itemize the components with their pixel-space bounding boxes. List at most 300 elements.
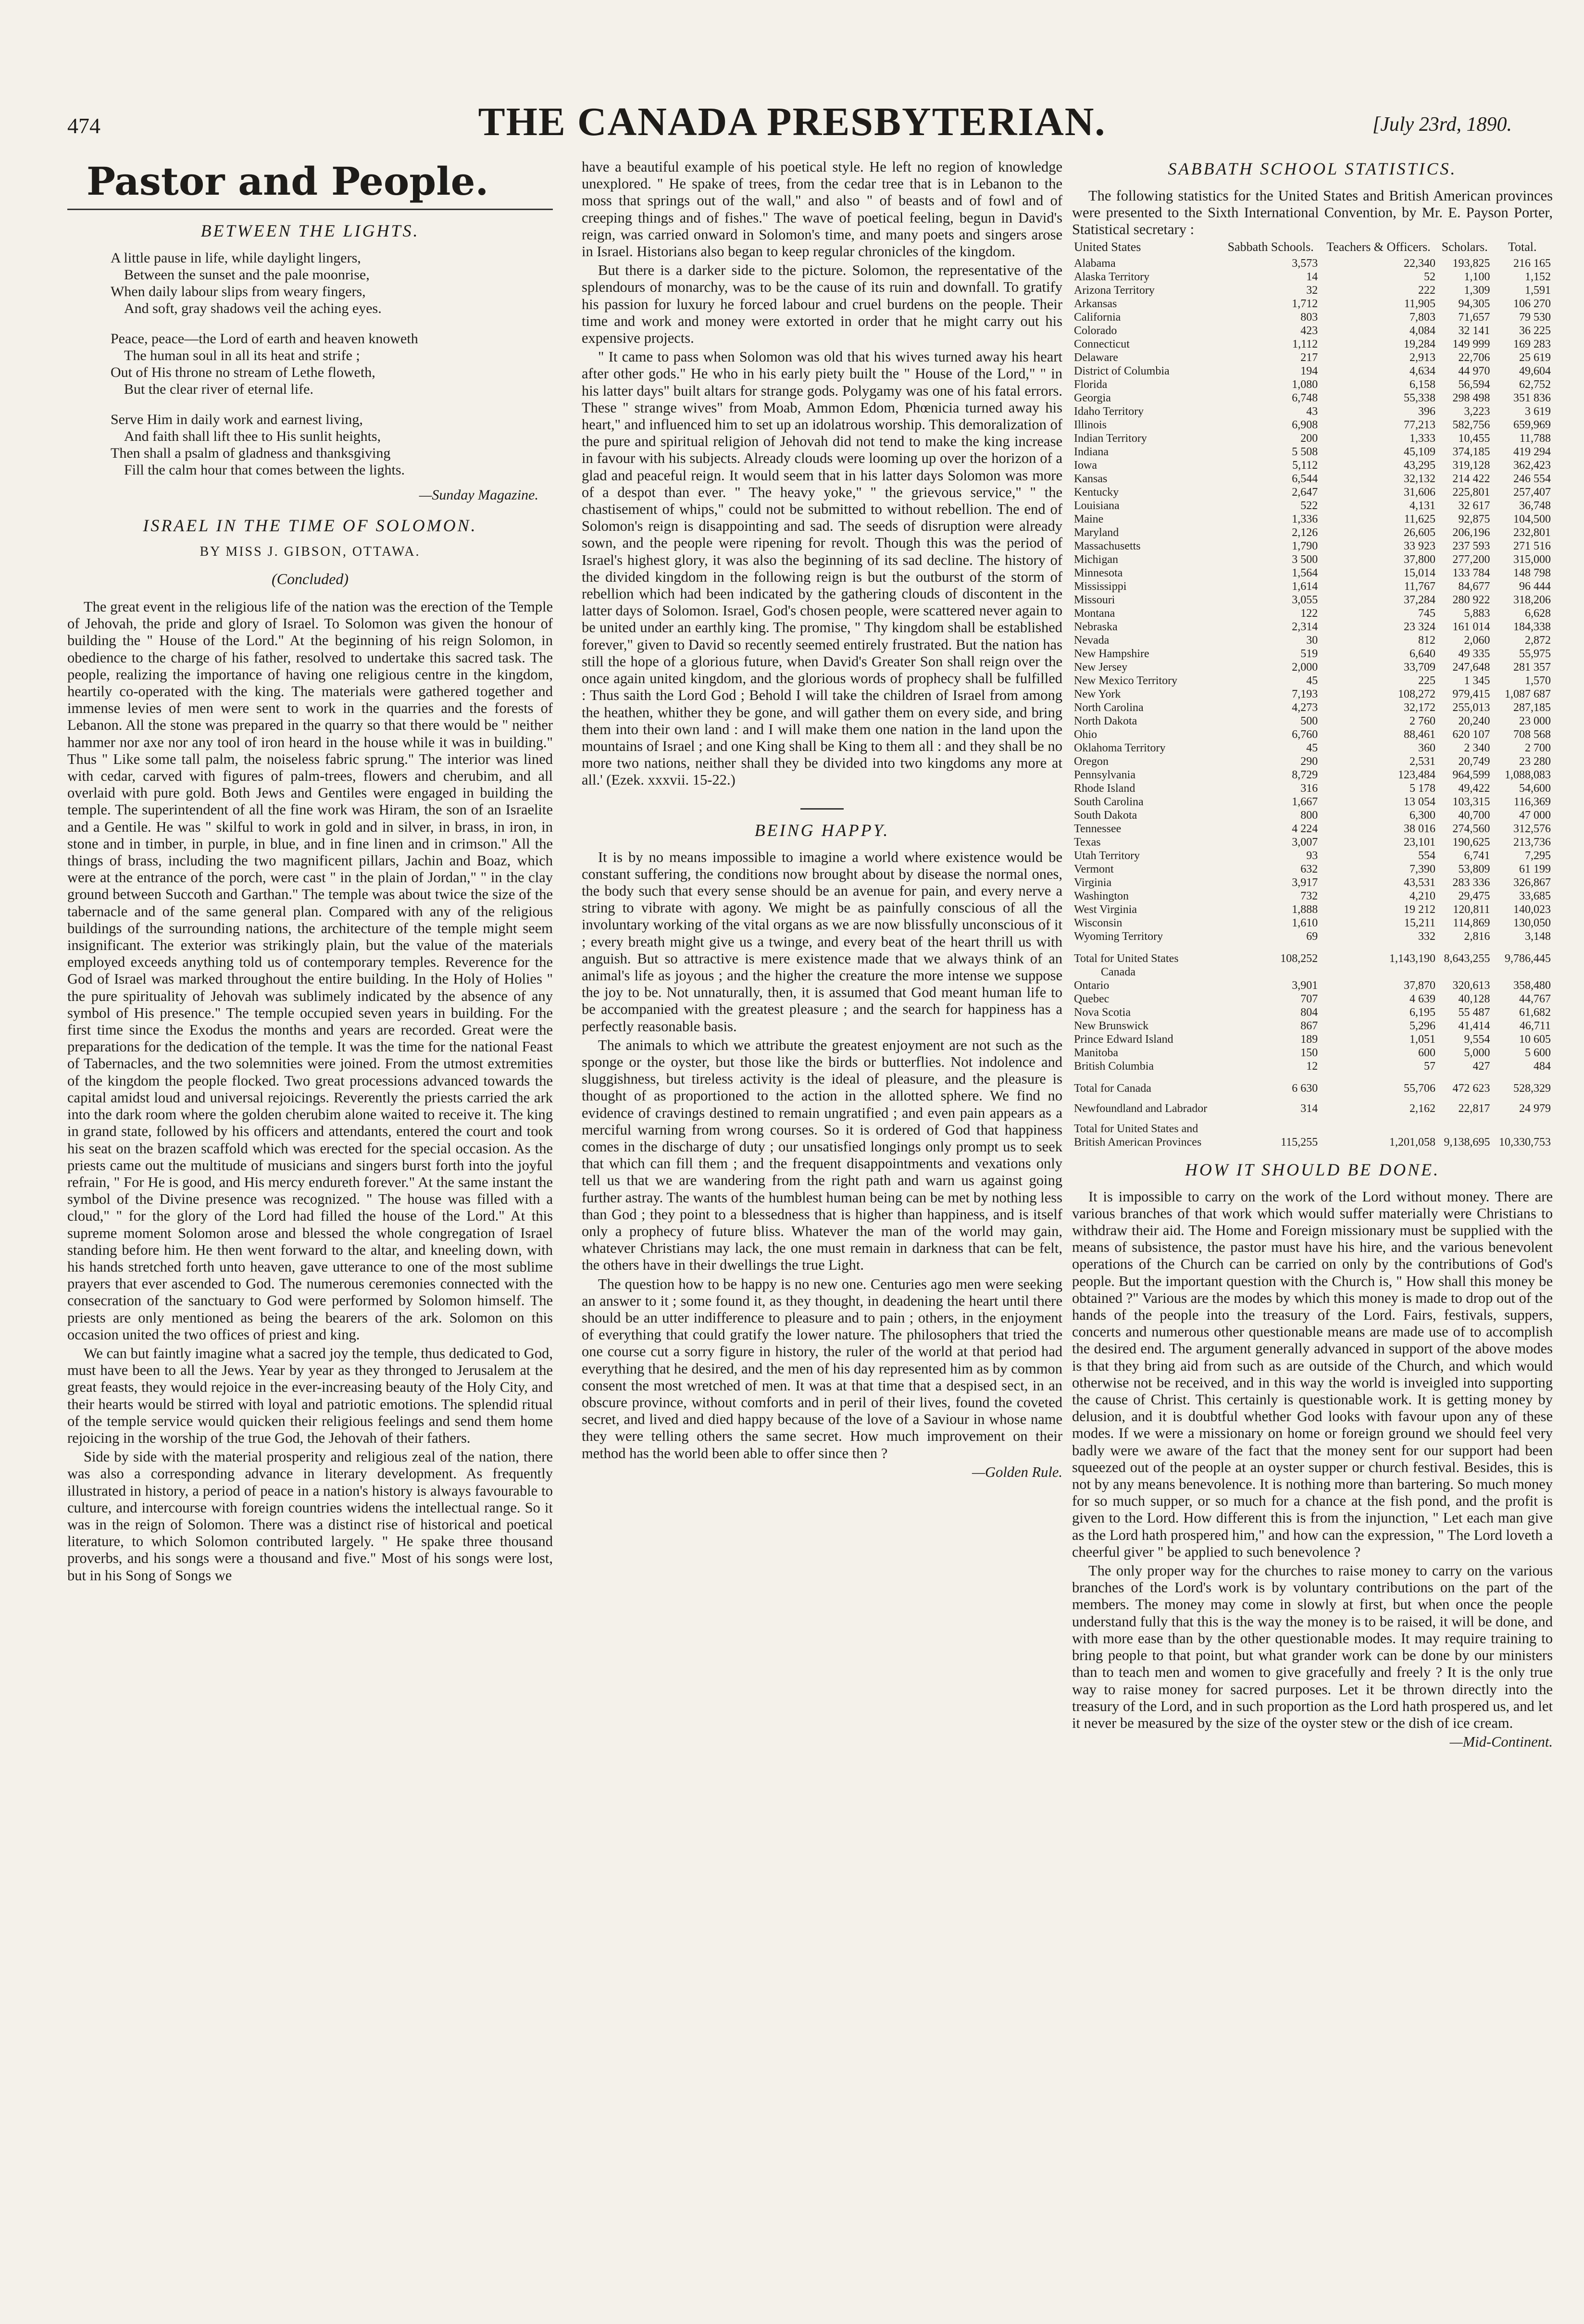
row-label: Massachusetts: [1074, 539, 1141, 552]
cell: 1,087 687: [1505, 687, 1551, 700]
cell: 49 335: [1458, 647, 1490, 660]
table-row: [1072, 432, 1553, 445]
column-header: Teachers & Officers.: [1326, 239, 1431, 254]
table-row: [1072, 889, 1553, 903]
cell: 6,158: [1409, 378, 1435, 391]
cell: 6,640: [1409, 647, 1435, 660]
cell: 472 623: [1452, 1082, 1490, 1095]
cell: 6,300: [1409, 809, 1435, 822]
cell: 45: [1306, 741, 1318, 754]
article-continuation-note: (Concluded): [272, 570, 349, 587]
cell: 52: [1423, 270, 1435, 283]
cell: 190,625: [1452, 836, 1490, 849]
poem-line: Peace, peace—the Lord of earth and heaven knoweth: [111, 331, 418, 347]
cell: 554: [1418, 849, 1435, 862]
table-row: [1072, 795, 1553, 809]
cell: 522: [1300, 499, 1318, 512]
row-label: West Virginia: [1074, 903, 1137, 916]
cell: 2,314: [1292, 620, 1318, 633]
table-row: [1072, 647, 1553, 661]
cell: 3 619: [1525, 405, 1551, 418]
row-label: New Jersey: [1074, 661, 1128, 674]
table-row: [1072, 1046, 1553, 1060]
cell: 36 225: [1519, 324, 1551, 337]
cell: 161 014: [1452, 620, 1490, 633]
cell: 1,888: [1292, 903, 1318, 916]
article-paragraph: It is by no means impossible to imagine a world where existence would be constant suffering, the conditions now brought about by disease the normal ones, the body such that every sense should be an avenue for pain, and every nerve a string to vibrate with agony. We might be as painfully conscious of all the involuntary working of the vital organs as we are now blissfully unconscious of it ; every breath might give us a twinge, and every beat of the heart thrill us with anguish. But so attractive is mere existence made that we always think of an animal's life as joyous ; and the higher the creature the more intense we suppose the joy to be. Not unnaturally, then, it is assumed that God meant human life to be accompanied with the greatest pleasure ; and the search for happiness has a perfectly reasonable basis.: [582, 849, 1062, 1035]
cell: 867: [1300, 1019, 1318, 1032]
cell: 23 280: [1519, 755, 1551, 768]
column-3: [1072, 159, 1553, 2288]
cell: 1,564: [1292, 566, 1318, 579]
table-row: [1072, 862, 1553, 876]
cell: 22,340: [1403, 257, 1435, 270]
article-paragraph: We can but faintly imagine what a sacred joy the temple, thus dedicated to God, must have been to all the Jews. Year by year as they thronged to Jerusalem at the great feasts, they would rejoice in the ever-increasing beauty of the Holy City, and their hearts would be stirred with loyal and patriotic emotions. The splendid ritual of the temple service would quicken their religious feelings and send them home rejoicing in the worship of the true God, the Jehovah of their fathers.: [67, 1345, 553, 1446]
cell: 19 212: [1403, 903, 1435, 916]
cell: 114,869: [1453, 916, 1490, 929]
article-paragraph: It is impossible to carry on the work of the Lord without money. There are various branches of that work which would suffer materially were Christians to withdraw their aid. The Home and Foreign missionary must be supplied with the means of subsistence, the pastor must have his hire, and the various benevolent operations of the Church can be carried on only by the contributions of God's people. But the important question with the Church is, " How shall this money be obtained ?" Various are the modes by which this money is made to drop out of the hands of the people into the treasury of the Lord. Fairs, festivals, suppers, concerts and numerous other questionable means are made use of to accomplish the desired end. The argument generally advanced in support of the above modes is that they bring aid from such as are outside of the Church, and which would otherwise not be received, and in this way the world is inveigled into supporting the cause of Christ. This certainly is questionable work. It is getting money by delusion, and it is doubtful whether God looks with favour upon any of these modes. If we were a missionary on home or foreign ground we should feel very badly were we aware of the fact that the money sent for our support had been squeezed out of the people at an oyster supper or church festival. Besides, this is not by any means benevolence. It is nothing more than bartering. So much money for so much supper, or so much for a chance at the fish pond, and the profit is given to the Lord. How different this is from the injunction, " Let each man give as the Lord hath prospered him," and how can the expression, " The Lord loveth a cheerful giver " be applied to such benevolence ?: [1072, 1188, 1553, 1560]
row-label: Washington: [1074, 889, 1129, 902]
cell: 3,917: [1292, 876, 1318, 889]
cell: 33,709: [1403, 661, 1435, 674]
cell: 140,023: [1513, 903, 1551, 916]
cell: 3,901: [1292, 979, 1318, 992]
cell: 93: [1306, 849, 1318, 862]
cell: 4,273: [1292, 701, 1318, 714]
cell: 19,284: [1403, 337, 1435, 350]
cell: 1,610: [1292, 916, 1318, 929]
table-row: [1072, 1115, 1553, 1149]
row-label: Missouri: [1074, 593, 1115, 606]
row-label: Oregon: [1074, 755, 1109, 768]
table-row: [1072, 459, 1553, 472]
cell: 1,100: [1464, 270, 1490, 283]
cell: 20,240: [1458, 714, 1490, 727]
cell: 298 498: [1452, 391, 1490, 404]
cell: 77,213: [1403, 418, 1435, 431]
table-row: [1072, 257, 1553, 270]
table-row: [1072, 337, 1553, 351]
cell: 7,295: [1525, 849, 1551, 862]
row-label: Connecticut: [1074, 337, 1130, 350]
cell: 56,594: [1458, 378, 1490, 391]
cell: 1,201,058: [1389, 1136, 1435, 1149]
cell: 314: [1300, 1102, 1318, 1115]
table-row: [1072, 553, 1553, 566]
cell: 732: [1300, 889, 1318, 902]
row-label: Alabama: [1074, 257, 1116, 270]
row-label: Tennessee: [1074, 822, 1122, 835]
cell: 169 283: [1513, 337, 1551, 350]
row-label: Virginia: [1074, 876, 1112, 889]
cell: 12: [1306, 1060, 1318, 1073]
row-label: Louisiana: [1074, 499, 1120, 512]
row-label: Total for United States and British American Provinces: [1074, 1122, 1202, 1149]
cell: 4 639: [1409, 992, 1435, 1005]
table-row: [1072, 405, 1553, 418]
cell: 5 600: [1525, 1046, 1551, 1059]
cell: 6,760: [1292, 728, 1318, 741]
cell: 2,913: [1409, 351, 1435, 364]
article-title: BEING HAPPY.: [754, 820, 890, 840]
table-row: [1072, 324, 1553, 337]
cell: 26,605: [1403, 526, 1435, 539]
cell: 55 487: [1458, 1006, 1490, 1019]
table-row: [1072, 607, 1553, 620]
cell: 4,634: [1409, 364, 1435, 377]
cell: 362,423: [1513, 459, 1551, 472]
table-row: [1072, 620, 1553, 634]
cell: 32 617: [1458, 499, 1490, 512]
cell: 193,825: [1452, 257, 1490, 270]
column-header: Total.: [1508, 239, 1537, 254]
cell: 4,210: [1409, 889, 1435, 902]
cell: 54,600: [1519, 782, 1551, 795]
poem-line: The human soul in all its heat and strife ;: [124, 348, 360, 363]
row-label: Utah Territory: [1074, 849, 1140, 862]
cell: 55,338: [1403, 391, 1435, 404]
cell: 96 444: [1519, 580, 1551, 593]
row-label: Indiana: [1074, 445, 1109, 458]
table-row: [1072, 836, 1553, 849]
cell: 246 554: [1513, 472, 1551, 485]
table-row: [1072, 566, 1553, 580]
section-label: Canada: [1101, 965, 1135, 978]
row-label: Alaska Territory: [1074, 270, 1150, 283]
row-label: Wisconsin: [1074, 916, 1123, 929]
row-label: South Carolina: [1074, 795, 1144, 808]
cell: 360: [1418, 741, 1435, 754]
table-row: [1072, 661, 1553, 674]
cell: 115,255: [1281, 1136, 1318, 1149]
column-1: [67, 159, 553, 2288]
cell: 32,132: [1403, 472, 1435, 485]
cell: 9,138,695: [1444, 1136, 1490, 1149]
department-heading: Pastor and People.: [87, 159, 489, 204]
cell: 106 270: [1513, 297, 1551, 310]
poem-stanza: [111, 411, 553, 478]
row-label: British Columbia: [1074, 1060, 1154, 1073]
cell: 255,013: [1452, 701, 1490, 714]
cell: 41,414: [1458, 1019, 1490, 1032]
cell: 4,084: [1409, 324, 1435, 337]
cell: 247,648: [1452, 661, 1490, 674]
cell: 280 922: [1452, 593, 1490, 606]
cell: 812: [1418, 634, 1435, 647]
cell: 79 530: [1519, 311, 1551, 324]
cell: 1,333: [1409, 432, 1435, 445]
cell: 49,604: [1519, 364, 1551, 377]
poem-line: Out of His throne no stream of Lethe floweth,: [111, 364, 375, 380]
cell: 582,756: [1452, 418, 1490, 431]
cell: 23 324: [1403, 620, 1435, 633]
cell: 43: [1306, 405, 1318, 418]
cell: 61 199: [1519, 862, 1551, 875]
row-label: Manitoba: [1074, 1046, 1118, 1059]
table-row: [1072, 284, 1553, 297]
cell: 6 630: [1292, 1082, 1318, 1095]
cell: 10,330,753: [1499, 1136, 1551, 1149]
cell: 225,801: [1452, 486, 1490, 499]
cell: 8,729: [1292, 768, 1318, 781]
cell: 214 422: [1452, 472, 1490, 485]
cell: 32: [1306, 284, 1318, 297]
row-label: Vermont: [1074, 862, 1114, 875]
cell: 103,315: [1452, 795, 1490, 808]
cell: 222: [1418, 284, 1435, 297]
cell: 216 165: [1513, 257, 1551, 270]
row-label: Colorado: [1074, 324, 1117, 337]
cell: 358,480: [1513, 979, 1551, 992]
table-header-row: [1072, 240, 1553, 257]
cell: 116,369: [1513, 795, 1551, 808]
table-row: [1072, 1033, 1553, 1046]
cell: 745: [1418, 607, 1435, 620]
cell: 33,685: [1519, 889, 1551, 902]
cell: 122: [1300, 607, 1318, 620]
cell: 7,193: [1292, 687, 1318, 700]
cell: 519: [1300, 647, 1318, 660]
cell: 22,817: [1458, 1102, 1490, 1115]
us-rows: [1072, 257, 1553, 943]
article-paragraph: The question how to be happy is no new one. Centuries ago men were seeking an answer to it ; some found it, as they thought, in deadening the heart until there should be an utter indifference to pleasure and to pain ; others, in the enjoyment of everything that could gratify the lower nature. The philosophers that tried the one course cut a sorry figure in history, the ruler of the world at that period had everything that he desired, and the men of his day represented him as by common consent the most wretched of men. It was at that time that a despised sect, in an obscure province, without comforts and in peril of their lives, found the coveted secret, and lived and died happy because of the love of a Saviour in whose name they were telling others the same secret. How much improvement on their method has the world been able to offer since then ?: [582, 1275, 1062, 1462]
table-row: [1072, 768, 1553, 782]
cell: 38 016: [1403, 822, 1435, 835]
row-label: Maine: [1074, 512, 1104, 525]
poem-line: When daily labour slips from weary fingers,: [111, 284, 366, 300]
table-row: [1072, 526, 1553, 539]
cell: 55,706: [1403, 1082, 1435, 1095]
cell: 500: [1300, 714, 1318, 727]
statistics-table: [1072, 240, 1553, 1149]
cell: 62,752: [1519, 378, 1551, 391]
cell: 320,613: [1452, 979, 1490, 992]
cell: 88,461: [1403, 728, 1435, 741]
table-row: [1072, 701, 1553, 714]
column-header: United States: [1074, 239, 1141, 254]
cell: 61,682: [1519, 1006, 1551, 1019]
cell: 2 340: [1464, 741, 1490, 754]
table-row: [1072, 782, 1553, 795]
cell: 620 107: [1452, 728, 1490, 741]
cell: 484: [1534, 1060, 1551, 1073]
table-row: [1072, 1060, 1553, 1073]
cell: 10 605: [1519, 1033, 1551, 1046]
cell: 3,007: [1292, 836, 1318, 849]
cell: 37,800: [1403, 553, 1435, 566]
cell: 600: [1418, 1046, 1435, 1059]
cell: 1,570: [1525, 674, 1551, 687]
stats-title: SABBATH SCHOOL STATISTICS.: [1168, 159, 1457, 178]
stats-intro: The following statistics for the United States and British American provinces were presented to the Sixth International Convention, by Mr. E. Payson Porter, Statistical secretary :: [1072, 187, 1553, 238]
poem: [111, 250, 553, 478]
page-number: 474: [67, 113, 100, 138]
row-label: Nova Scotia: [1074, 1006, 1131, 1019]
cell: 133 784: [1452, 566, 1490, 579]
cell: 257,407: [1513, 486, 1551, 499]
cell: 11,905: [1404, 297, 1435, 310]
cell: 2 700: [1525, 741, 1551, 754]
cell: 213,736: [1513, 836, 1551, 849]
cell: 2,816: [1464, 930, 1490, 943]
cell: 1,143,190: [1389, 952, 1435, 965]
table-row: [1072, 714, 1553, 728]
cell: 30: [1306, 634, 1318, 647]
table-row: [1072, 472, 1553, 486]
table-row: [1072, 943, 1553, 965]
cell: 6,741: [1464, 849, 1490, 862]
cell: 11,767: [1404, 580, 1435, 593]
cell: 43,531: [1403, 876, 1435, 889]
row-label: Nevada: [1074, 634, 1110, 647]
row-label: California: [1074, 311, 1121, 324]
cell: 49,422: [1458, 782, 1490, 795]
table-row: [1072, 499, 1553, 512]
row-label: Minnesota: [1074, 566, 1123, 579]
cell: 312,576: [1513, 822, 1551, 835]
row-label: Ontario: [1074, 979, 1110, 992]
article-title: ISRAEL IN THE TIME OF SOLOMON.: [143, 516, 477, 535]
row-label: Total for United States: [1074, 952, 1179, 965]
cell: 1,152: [1525, 270, 1551, 283]
cell: 5 508: [1292, 445, 1318, 458]
cell: 979,415: [1452, 687, 1490, 700]
row-label: Florida: [1074, 378, 1108, 391]
cell: 4 224: [1292, 822, 1318, 835]
cell: 528,329: [1513, 1082, 1551, 1095]
cell: 277,200: [1452, 553, 1490, 566]
row-label: Wyoming Territory: [1074, 930, 1163, 943]
cell: 84,677: [1458, 580, 1490, 593]
table-row: [1072, 979, 1553, 992]
cell: 9,786,445: [1505, 952, 1551, 965]
column-2: [582, 159, 1062, 2288]
cell: 1,336: [1292, 512, 1318, 525]
row-label: Kansas: [1074, 472, 1108, 485]
row-label: Arkansas: [1074, 297, 1117, 310]
table-row: [1072, 849, 1553, 862]
cell: 194: [1300, 364, 1318, 377]
cell: 351 836: [1513, 391, 1551, 404]
row-label: New Hampshire: [1074, 647, 1149, 660]
table-row: [1072, 822, 1553, 836]
cell: 1,088,083: [1505, 768, 1551, 781]
cell: 32 141: [1458, 324, 1490, 337]
cell: 200: [1300, 432, 1318, 445]
cell: 319,128: [1452, 459, 1490, 472]
cell: 1,051: [1409, 1033, 1435, 1046]
table-row: [1072, 687, 1553, 701]
cell: 3,573: [1292, 257, 1318, 270]
cell: 1,790: [1292, 539, 1318, 552]
article-paragraph: The great event in the religious life of the nation was the erection of the Temple of Jehovah, the pride and glory of Israel. To Solomon was given the honour of building the " House of the Lord." At the beginning of his reign Solomon, in obedience to the charge of his father, resolved to undertake this sacred task. The people, realizing the importance of having one religious centre in the kingdom, heartily co-operated with the king. The materials were gathered together and immense levies of men were sent to work in the quarries and the forests of Lebanon. All the stone was prepared in the quarry so that there would be " neither hammer nor axe nor any tool of iron heard in the house while it was in building." Thus " Like some tall palm, the noiseless fabric sprung." The interior was lined with cedar, carved with figures of palm-trees, flowers and cherubim, and all overlaid with pure gold. Both Jews and Gentiles were engaged in building the temple. The superintendent of all the fine work was Hiram, the son of an Israelite and a Gentile. He was " skilful to work in gold and in silver, in brass, in iron, in stone and in timber, in purple, in blue, and in fine linen and in crimson." All the things of brass, including the two magnificent pillars, Jachin and Boaz, which were at the entrance of the porch, were cast " in the plain of Jordan," " in the clay ground between Succoth and Garthan." The temple was about twice the size of the tabernacle and of the same general plan. Compared with any of the religious buildings of the surrounding nations, the architecture of the temple might seem insignificant. The exterior was strikingly plain, but the value of the materials employed exceeds anything told us of contemporary temples. Reverence for the God of Israel was marked throughout the entire building. In the Holy of Holies " the pure spirituality of Jehovah was sublimely indicated by the absence of any symbol of His presence." The temple occupied seven years in building. For the first time since the Exodus the months and years are recorded. Great were the preparations for the dedication of the temple. It was the time for the national Feast of Tabernacles, and the two solemnities were joined. From the utmost extremities of the kingdom the people flocked. Two great processions advanced towards the capital amidst loud and universal rejoicings. Reverently the priests carried the ark into the dark room where the golden cherubim alone waited to receive it. The king in grand state, followed by his officers and attendants, entered the court and took his seat on the brazen scaffold which was erected for the special occasion. As the priests came out the multitude of musicians and singers burst forth into the joyful refrain, " For He is good, and His mercy endureth forever." At the same instant the symbol of the Divine presence was recognized. " The house was filled with a cloud," " for the glory of the Lord had filled the house of the Lord." At this supreme moment Solomon arose and blessed the whole congregation of Israel standing before him. He then went forward to the altar, and kneeling down, with his hands stretched forth unto heaven, gave utterance to one of the most sublime prayers that ever ascended to God. The numerous ceremonies connected with the consecration of the sanctuary to God were performed by Solomon himself. The priests are only mentioned as being the bearers of the ark. Solomon on this occasion united the two offices of priest and king.: [67, 599, 553, 1343]
total-rows: [1072, 1073, 1553, 1149]
cell: 326,867: [1513, 876, 1551, 889]
cell: 33 923: [1403, 539, 1435, 552]
cell: 5,112: [1292, 459, 1318, 472]
cell: 964,599: [1452, 768, 1490, 781]
row-label: New Mexico Territory: [1074, 674, 1178, 687]
row-label: Ohio: [1074, 728, 1097, 741]
cell: 31,606: [1403, 486, 1435, 499]
table-row: [1072, 445, 1553, 459]
table-row: [1072, 634, 1553, 647]
row-label: Nebraska: [1074, 620, 1118, 633]
table-row: [1072, 391, 1553, 405]
table-row: [1072, 1073, 1553, 1095]
masthead: THE CANADA PRESBYTERIAN.: [478, 100, 1106, 144]
row-label: North Dakota: [1074, 714, 1137, 727]
table-row: [1072, 351, 1553, 364]
row-label: South Dakota: [1074, 809, 1137, 822]
cell: 11,788: [1519, 432, 1551, 445]
cell: 10,455: [1458, 432, 1490, 445]
row-label: Oklahoma Territory: [1074, 741, 1166, 754]
poem-line: And faith shall lift thee to His sunlit heights,: [124, 428, 381, 444]
table-row: [1072, 378, 1553, 391]
table-row: [1072, 1019, 1553, 1033]
cell: 2,162: [1409, 1102, 1435, 1115]
cell: 71,657: [1458, 311, 1490, 324]
cell: 6,195: [1409, 1006, 1435, 1019]
cell: 2,126: [1292, 526, 1318, 539]
cell: 374,185: [1452, 445, 1490, 458]
cell: 290: [1300, 755, 1318, 768]
summary-rows: [1072, 943, 1553, 979]
cell: 225: [1418, 674, 1435, 687]
row-label: Rhode Island: [1074, 782, 1135, 795]
cell: 274,560: [1452, 822, 1490, 835]
cell: 1,614: [1292, 580, 1318, 593]
cell: 8,643,255: [1444, 952, 1490, 965]
cell: 108,252: [1280, 952, 1318, 965]
canada-rows: [1072, 979, 1553, 1073]
cell: 804: [1300, 1006, 1318, 1019]
cell: 6,628: [1525, 607, 1551, 620]
cell: 94,305: [1458, 297, 1490, 310]
article-paragraph: But there is a darker side to the picture. Solomon, the representative of the splendours of monarchy, was to be the cause of its ruin and downfall. To gratify his passion for luxury he forced labour and cruel burdens on the people. Their time and work and money were extorted in order that he might carry out his expensive projects.: [582, 262, 1062, 347]
table-row: [1072, 965, 1553, 979]
cell: 13 054: [1403, 795, 1435, 808]
cell: 2,531: [1409, 755, 1435, 768]
cell: 130,050: [1513, 916, 1551, 929]
row-label: Maryland: [1074, 526, 1119, 539]
cell: 318,206: [1513, 593, 1551, 606]
cell: 2 760: [1409, 714, 1435, 727]
cell: 800: [1300, 809, 1318, 822]
cell: 40,700: [1458, 809, 1490, 822]
article-paragraph: The only proper way for the churches to raise money to carry on the various branches of the Lord's work is by voluntary contributions on the part of the members. The money may come in slowly at first, but when once the people understand fully that this is the way the money is to be raised, it will be done, and with more ease than by the other questionable modes. It may require training to bring people to that point, but what grander work can be done by our ministers than to teach men and women to give gracefully and freely ? It is the only true way to raise money for sacred purposes. Let it be thrown directly into the treasury of the Lord, and in such proportion as the Lord hath prospered us, and let it never be measured by the size of the oyster stew or the dish of ice cream.: [1072, 1562, 1553, 1731]
cell: 281 357: [1513, 661, 1551, 674]
cell: 25 619: [1519, 351, 1551, 364]
cell: 2,000: [1292, 661, 1318, 674]
cell: 57: [1423, 1060, 1435, 1073]
row-label: Pennsylvania: [1074, 768, 1135, 781]
table-row: [1072, 674, 1553, 687]
cell: 803: [1300, 311, 1318, 324]
table-row: [1072, 364, 1553, 378]
cell: 184,338: [1513, 620, 1551, 633]
cell: 120,811: [1453, 903, 1490, 916]
cell: 2,647: [1292, 486, 1318, 499]
cell: 423: [1300, 324, 1318, 337]
cell: 419 294: [1513, 445, 1551, 458]
cell: 37,870: [1403, 979, 1435, 992]
cell: 148 798: [1513, 566, 1551, 579]
table-row: [1072, 903, 1553, 916]
cell: 108,272: [1397, 687, 1435, 700]
row-label: Prince Edward Island: [1074, 1033, 1173, 1046]
